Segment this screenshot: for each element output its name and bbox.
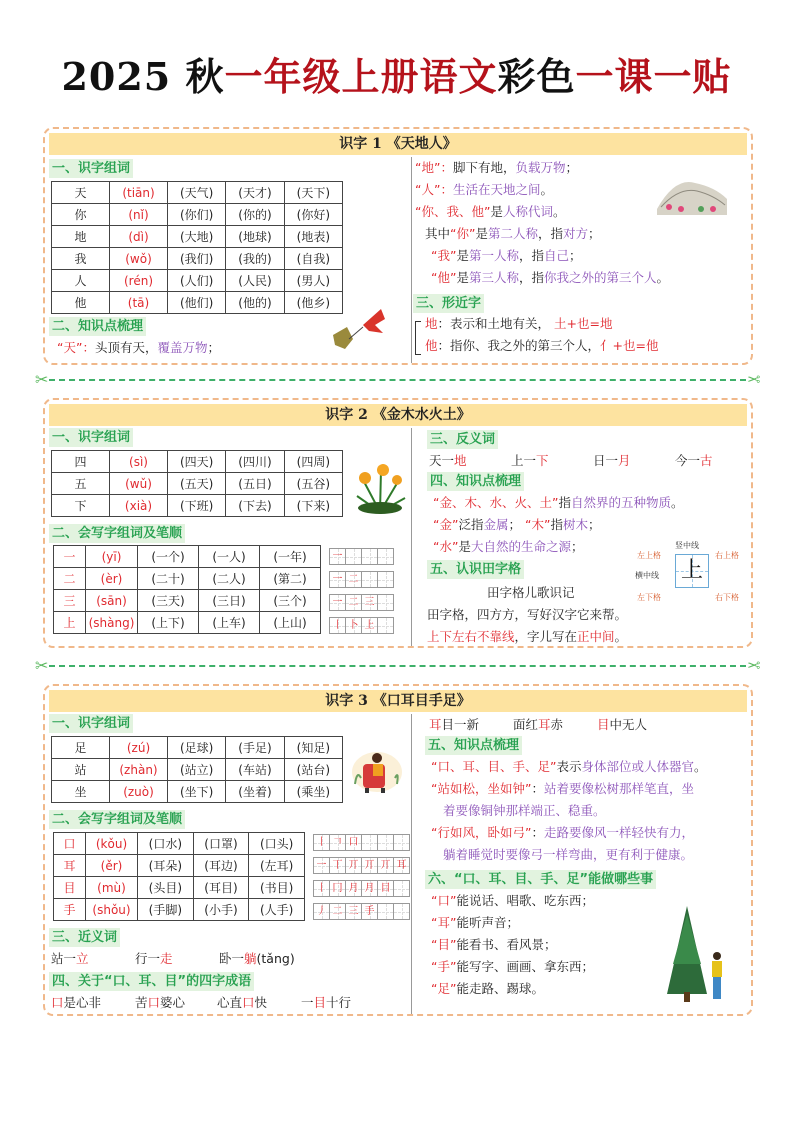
pinyin-cell: (zú): [110, 737, 168, 759]
section-label: 三、反义词: [427, 430, 498, 449]
word-cell: (上下): [138, 612, 199, 634]
word-cell: (地表): [284, 226, 342, 248]
grid-cell: [345, 548, 362, 565]
grid-cell: 丅: [329, 857, 346, 874]
word-cell: (坐着): [226, 781, 284, 803]
word-cell: (三日): [199, 590, 260, 612]
idiom: 苦口婆心: [135, 995, 186, 1010]
character-cell: 下: [52, 495, 110, 517]
idiom: 一目十行: [301, 995, 352, 1010]
character-cell: 目: [54, 877, 86, 899]
grid-cell: 手: [361, 903, 378, 920]
word-cell: (我的): [226, 248, 284, 270]
reading-girl-illustration: [351, 744, 403, 794]
word-cell: (人们): [168, 270, 226, 292]
knowledge-line: “水”是大自然的生命之源；: [433, 539, 584, 554]
idiom: 目中无人: [597, 717, 648, 732]
grid-cell: [377, 617, 394, 634]
pinyin-cell: (kǒu): [86, 833, 138, 855]
pinyin-cell: (nǐ): [110, 204, 168, 226]
lesson-card-3: [43, 684, 753, 1016]
knowledge-line: “他”是第三人称，指你我之外的第三个人。: [431, 270, 670, 285]
table-row: [52, 759, 343, 781]
section-label: 一、识字组词: [49, 714, 133, 733]
table-row: [54, 590, 321, 612]
character-cell: 站: [52, 759, 110, 781]
word-cell: (他们): [168, 292, 226, 314]
knowledge-line: “我”是第一人称，指自己；: [431, 248, 582, 263]
pinyin-cell: (èr): [86, 568, 138, 590]
word-cell: (我们): [168, 248, 226, 270]
column-divider: [411, 157, 412, 363]
knowledge-line: “金”泛指金属； “木”指树木；: [433, 517, 601, 532]
character-cell: 四: [52, 451, 110, 473]
grid-cell: 二: [345, 571, 362, 588]
stroke-order-grid: [329, 571, 393, 588]
stroke-order-grid: [329, 594, 393, 611]
word-cell: (手足): [226, 737, 284, 759]
word-cell: (地球): [226, 226, 284, 248]
grid-cell: 耳: [393, 857, 410, 874]
knowledge-line: 躺着睡觉时要像弓一样弯曲，更有利于健康。: [443, 847, 694, 862]
character-cell: 我: [52, 248, 110, 270]
cut-line: [35, 656, 760, 675]
grid-cell: [377, 571, 394, 588]
grid-cell: [361, 571, 378, 588]
song-line: 上下左右不靠线，字儿写在正中间。: [427, 629, 628, 644]
word-cell: (上车): [199, 612, 260, 634]
word-cell: (耳目): [193, 877, 249, 899]
grid-cell: [361, 548, 378, 565]
stroke-order-grid: [313, 903, 409, 920]
antonym-pair: 日一月: [593, 453, 631, 468]
character-cell: 手: [54, 899, 86, 921]
word-cell: (大地): [168, 226, 226, 248]
grid-cell: 一: [329, 571, 346, 588]
knowledge-line: 其中“你”是第二人称，指对方；: [425, 226, 601, 241]
word-cell: (五天): [168, 473, 226, 495]
lesson-heading: 识字 1 《天地人》: [49, 133, 747, 155]
column-divider: [411, 714, 412, 1014]
word-cell: (书目): [249, 877, 305, 899]
word-cell: (小手): [193, 899, 249, 921]
pinyin-cell: (mù): [86, 877, 138, 899]
grid-cell: 丿: [313, 903, 330, 920]
pinyin-cell: (wǒ): [110, 248, 168, 270]
character-cell: 人: [52, 270, 110, 292]
idiom: 心直口快: [217, 995, 268, 1010]
table-row: [52, 226, 343, 248]
pinyin-cell: (wǔ): [110, 473, 168, 495]
pinyin-cell: (tiān): [110, 182, 168, 204]
word-cell: (耳朵): [138, 855, 194, 877]
lesson-card-1: [43, 127, 753, 365]
grid-cell: [393, 834, 410, 851]
grid-cell: [393, 880, 410, 897]
ability-line: “目”能看书、看风景；: [431, 937, 557, 952]
flower-illustration: [351, 456, 409, 514]
word-cell: (四周): [284, 451, 342, 473]
grid-cell: 丌: [377, 857, 394, 874]
antonym-pair: 上一下: [511, 453, 549, 468]
pinyin-cell: (shǒu): [86, 899, 138, 921]
grid-cell: 三: [345, 903, 362, 920]
grid-cell: [393, 903, 410, 920]
character-cell: 三: [54, 590, 86, 612]
table-row: [54, 899, 305, 921]
table-row: [52, 292, 343, 314]
pinyin-cell: (ěr): [86, 855, 138, 877]
character-cell: 地: [52, 226, 110, 248]
knowledge-line: “站如松，坐如钟”：站着要像松树那样笔直，坐: [431, 781, 694, 796]
section-label: 三、形近字: [413, 294, 484, 313]
grid-cell: [377, 594, 394, 611]
butterfly-illustration: [323, 305, 389, 353]
character-cell: 你: [52, 204, 110, 226]
grid-cell: 丌: [345, 857, 362, 874]
idiom: 面红耳赤: [513, 717, 564, 732]
similar-char-row: 他：指你、我之外的第三个人，亻+也=他: [425, 338, 659, 353]
table-row: [54, 546, 321, 568]
knowledge-line: “金、木、水、火、土”指自然界的五种物质。: [433, 495, 684, 510]
idiom: 耳目一新: [429, 717, 480, 732]
grid-cell: [377, 903, 394, 920]
word-cell: (你好): [284, 204, 342, 226]
grid-cell: 月: [361, 880, 378, 897]
section-label: 五、知识点梳理: [425, 736, 522, 755]
synonym-pair: 卧一躺(tǎng): [219, 951, 295, 966]
pinyin-cell: (xià): [110, 495, 168, 517]
table-row: [54, 877, 305, 899]
lesson-heading: 识字 2 《金木水火土》: [49, 404, 747, 426]
word-cell: (下班): [168, 495, 226, 517]
table-row: [52, 495, 343, 517]
ability-line: “口”能说话、唱歌、吃东西；: [431, 893, 594, 908]
character-cell: 五: [52, 473, 110, 495]
word-cell: (他的): [226, 292, 284, 314]
table-row: [52, 781, 343, 803]
word-cell: (男人): [284, 270, 342, 292]
knowledge-line: “行如风，卧如弓”：走路要像风一样轻快有力，: [431, 825, 694, 840]
landscape-illustration: [655, 169, 729, 221]
word-cell: (五谷): [284, 473, 342, 495]
table-row: [54, 612, 321, 634]
word-cell: (头目): [138, 877, 194, 899]
grid-cell: 二: [329, 903, 346, 920]
word-cell: (口水): [138, 833, 194, 855]
stroke-order-grid: [313, 880, 409, 897]
pinyin-cell: (tā): [110, 292, 168, 314]
bracket: [415, 321, 421, 355]
scissors-icon: ✂: [35, 656, 49, 675]
scissors-icon: ✂: [746, 656, 760, 675]
word-cell: (手脚): [138, 899, 194, 921]
character-cell: 坐: [52, 781, 110, 803]
ability-line: “手”能写字、画画、拿东西；: [431, 959, 594, 974]
section-label: 二、会写字组词及笔顺: [49, 524, 185, 543]
section-label: 一、识字组词: [49, 428, 133, 447]
table-row: [52, 248, 343, 270]
word-cell: (下来): [284, 495, 342, 517]
ability-line: “耳”能听声音；: [431, 915, 519, 930]
grid-cell: [361, 834, 378, 851]
column-divider: [411, 428, 412, 646]
word-cell: (天才): [226, 182, 284, 204]
character-cell: 耳: [54, 855, 86, 877]
antonym-pair: 天一地: [429, 453, 467, 468]
scissors-icon: ✂: [35, 370, 49, 389]
word-cell: (天气): [168, 182, 226, 204]
synonym-pair: 站一立: [51, 951, 89, 966]
character-cell: 一: [54, 546, 86, 568]
word-cell: (他乡): [284, 292, 342, 314]
tree-and-boy-illustration: [659, 904, 729, 1004]
grid-cell: 月: [345, 880, 362, 897]
word-table: [51, 450, 343, 517]
word-cell: (车站): [226, 759, 284, 781]
section-label: 二、知识点梳理: [49, 317, 146, 336]
word-cell: (口罩): [193, 833, 249, 855]
character-cell: 口: [54, 833, 86, 855]
table-row: [54, 855, 305, 877]
antonym-pair: 今一古: [675, 453, 713, 468]
table-row: [54, 833, 305, 855]
word-cell: (你们): [168, 204, 226, 226]
grid-cell: 丨: [313, 834, 330, 851]
word-cell: (一个): [138, 546, 199, 568]
word-cell: (足球): [168, 737, 226, 759]
section-label: 四、关于“口、耳、目”的四字成语: [49, 972, 254, 991]
word-cell: (一人): [199, 546, 260, 568]
word-cell: (自我): [284, 248, 342, 270]
pinyin-cell: (zhàn): [110, 759, 168, 781]
grid-cell: 卜: [345, 617, 362, 634]
word-table: [51, 736, 343, 803]
word-cell: (三个): [260, 590, 321, 612]
pinyin-cell: (yī): [86, 546, 138, 568]
table-row: [52, 451, 343, 473]
word-cell: (二十): [138, 568, 199, 590]
write-table: [53, 545, 321, 634]
song-line: 田字格，四方方，写好汉字它来帮。: [427, 607, 628, 622]
grid-cell: 丌: [361, 857, 378, 874]
page-title: 2025 秋一年级上册语文彩色一课一贴: [61, 54, 732, 99]
table-row: [52, 182, 343, 204]
knowledge-line: “你、我、他”是人称代词。: [415, 204, 566, 219]
pinyin-cell: (dì): [110, 226, 168, 248]
stroke-order-grid: [329, 548, 393, 565]
knowledge-line: “口、耳、目、手、足”表示身体部位或人体器官。: [431, 759, 707, 774]
character-cell: 二: [54, 568, 86, 590]
section-label: 四、知识点梳理: [427, 472, 524, 491]
section-label: 五、认识田字格: [427, 560, 524, 579]
grid-cell: 丨: [313, 880, 330, 897]
word-cell: (一年): [260, 546, 321, 568]
grid-cell: 口: [345, 834, 362, 851]
word-cell: (左耳): [249, 855, 305, 877]
table-row: [54, 568, 321, 590]
word-cell: (站立): [168, 759, 226, 781]
note-tian: “天”：头顶有天，覆盖万物；: [57, 340, 220, 355]
cut-line: [35, 370, 760, 389]
table-row: [52, 737, 343, 759]
idiom: 口是心非: [51, 995, 102, 1010]
stroke-order-grid: [329, 617, 393, 634]
grid-cell: 冂: [329, 880, 346, 897]
stroke-order-grid: [313, 857, 409, 874]
grid-cell: 一: [329, 594, 346, 611]
section-label: 六、“口、耳、目、手、足”能做哪些事: [425, 870, 656, 889]
word-cell: (四川): [226, 451, 284, 473]
word-cell: (乘坐): [284, 781, 342, 803]
knowledge-line: “地”：脚下有地，负载万物；: [415, 160, 578, 175]
table-row: [52, 473, 343, 495]
word-cell: (五日): [226, 473, 284, 495]
grid-cell: 一: [313, 857, 330, 874]
grid-cell: [377, 834, 394, 851]
lesson-card-2: [43, 398, 753, 648]
pinyin-cell: (sān): [86, 590, 138, 612]
grid-cell: 三: [361, 594, 378, 611]
grid-cell: 二: [345, 594, 362, 611]
ability-line: “足”能走路、踢球。: [431, 981, 544, 996]
grid-cell: 一: [329, 548, 346, 565]
grid-cell: 𠃍: [329, 834, 346, 851]
table-row: [52, 204, 343, 226]
word-cell: (口头): [249, 833, 305, 855]
knowledge-line: “人”：生活在天地之间。: [415, 182, 553, 197]
word-cell: (三天): [138, 590, 199, 612]
word-cell: (上山): [260, 612, 321, 634]
word-cell: (人民): [226, 270, 284, 292]
pinyin-cell: (rén): [110, 270, 168, 292]
word-cell: (站台): [284, 759, 342, 781]
grid-cell: [377, 548, 394, 565]
grid-cell: 丨: [329, 617, 346, 634]
section-label: 二、会写字组词及笔顺: [49, 810, 185, 829]
synonym-pair: 行一走: [135, 951, 173, 966]
word-cell: (天下): [284, 182, 342, 204]
word-cell: (第二): [260, 568, 321, 590]
write-table: [53, 832, 305, 921]
table-row: [52, 270, 343, 292]
pinyin-cell: (shàng): [86, 612, 138, 634]
pinyin-cell: (zuò): [110, 781, 168, 803]
character-cell: 上: [54, 612, 86, 634]
character-cell: 足: [52, 737, 110, 759]
grid-cell: 上: [361, 617, 378, 634]
lesson-heading: 识字 3 《口耳目手足》: [49, 690, 747, 712]
section-label: 三、近义词: [49, 928, 120, 947]
knowledge-line: 着要像铜钟那样端正、稳重。: [443, 803, 606, 818]
section-label: 一、识字组词: [49, 159, 133, 178]
word-cell: (坐下): [168, 781, 226, 803]
tianzige-diagram: 竖中线 左上格 右上格 横中线 左下格 右下格 上: [635, 541, 739, 602]
word-cell: (耳边): [193, 855, 249, 877]
stroke-order-grid: [313, 834, 409, 851]
word-cell: (知足): [284, 737, 342, 759]
similar-char-row: 地：表示和土地有关， 土+也=地: [425, 316, 613, 331]
character-cell: 天: [52, 182, 110, 204]
pinyin-cell: (sì): [110, 451, 168, 473]
scissors-icon: ✂: [746, 370, 760, 389]
word-cell: (四天): [168, 451, 226, 473]
word-table: [51, 181, 343, 314]
character-cell: 他: [52, 292, 110, 314]
song-title: 田字格儿歌识记: [487, 585, 575, 600]
word-cell: (下去): [226, 495, 284, 517]
word-cell: (人手): [249, 899, 305, 921]
word-cell: (你的): [226, 204, 284, 226]
grid-cell: 目: [377, 880, 394, 897]
word-cell: (二人): [199, 568, 260, 590]
